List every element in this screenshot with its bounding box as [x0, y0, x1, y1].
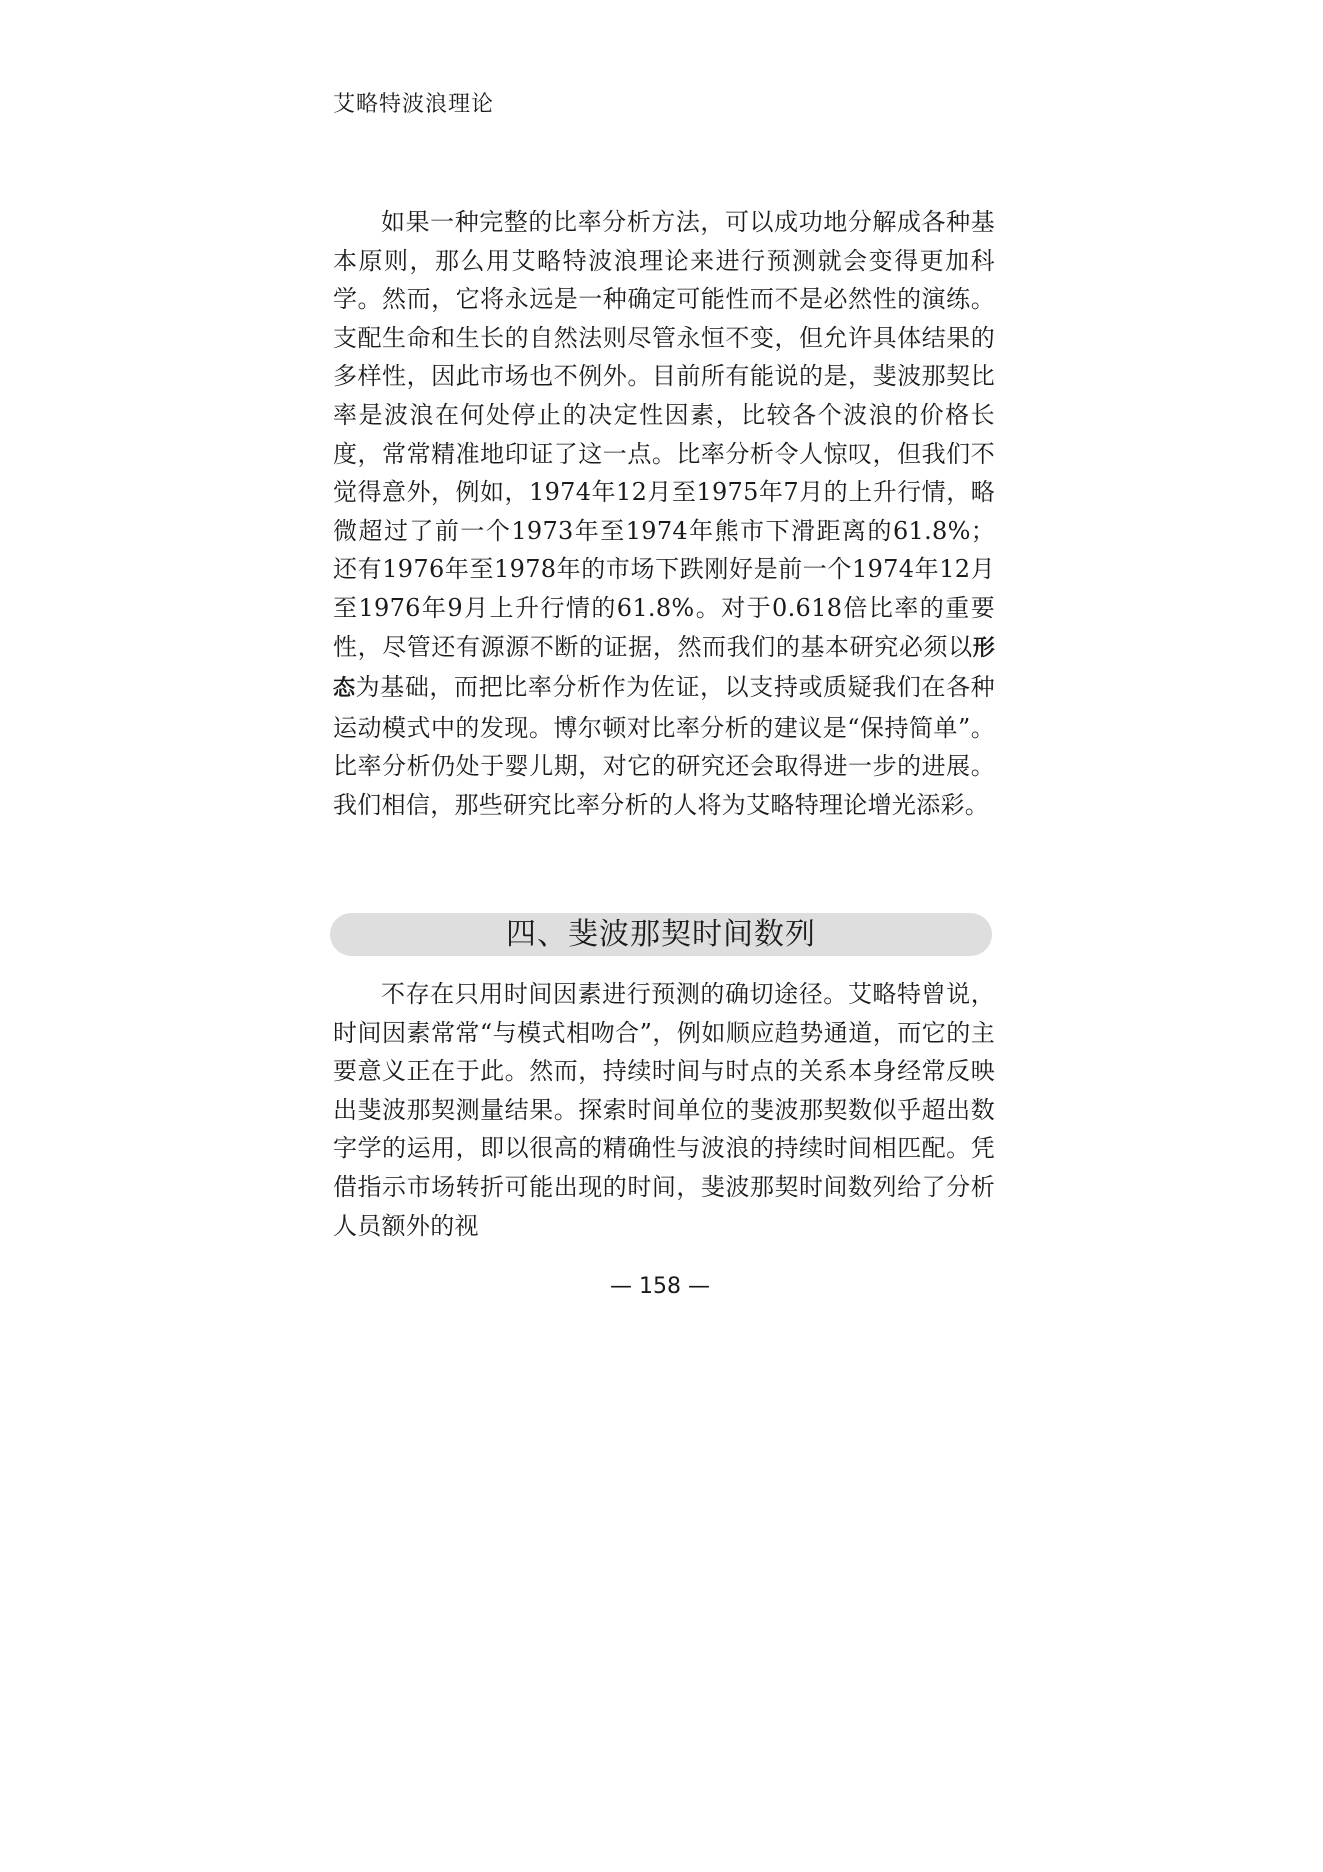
running-header-title: 艾略特波浪理论 [333, 92, 495, 117]
paragraph-1-text-before-term: 如果一种完整的比率分析方法，可以成功地分解成各种基本原则，那么用艾略特波浪理论来进行预测就会变得更加科学。然而，它将永远是一种确定可能性而不是必然性的演练。支配生命和生长的自然法则尽管永恒不变，但允许具体结果的多样性，因此市场也不例外。目前所有能说的是，斐波那契比率是波浪在何处停止的决定性因素，比较各个波浪的价格长度，常常精准地印证了这一点。比率分析令人惊叹，但我们不觉得意外，例如，1974年12月至1975年7月的上升行情，略微超过了前一个1973年至1974年熊市下滑距离的61.8%；还有1976年至1978年的市场下跌刚好是前一个1974年12月至1976年9月上升行情的61.8%。对于0.618倍比率的重要性，尽管还有源源不断的证据，然而我们的基本研究必须以 [333, 208, 995, 661]
page-number: — 158 — [610, 1274, 710, 1299]
section-heading-banner [330, 913, 992, 956]
section-heading: 四、斐波那契时间数列 [506, 917, 816, 952]
body-paragraph-2: 不存在只用时间因素进行预测的确切途径。艾略特曾说，时间因素常常“与模式相吻合”，例如顺应趋势通道，而它的主要意义正在于此。然而，持续时间与时点的关系本身经常反映出斐波那契测量结果。探索时间单位的斐波那契数似乎超出数字学的运用，即以很高的精确性与波浪的持续时间相匹配。凭借指示市场转折可能出现的时间，斐波那契时间数列给了分析人员额外的视 [333, 980, 995, 1240]
paragraph-1-text-after-term: 为基础，而把比率分析作为佐证，以支持或质疑我们在各种运动模式中的发现。博尔顿对比率分析的建议是“保持简单”。比率分析仍处于婴儿期，对它的研究还会取得进一步的进展。我们相信，那些研究比率分析的人将为艾略特理论增光添彩。 [333, 673, 995, 819]
body-paragraph-1 [333, 203, 995, 825]
emphasized-term: 形态 [333, 635, 995, 702]
